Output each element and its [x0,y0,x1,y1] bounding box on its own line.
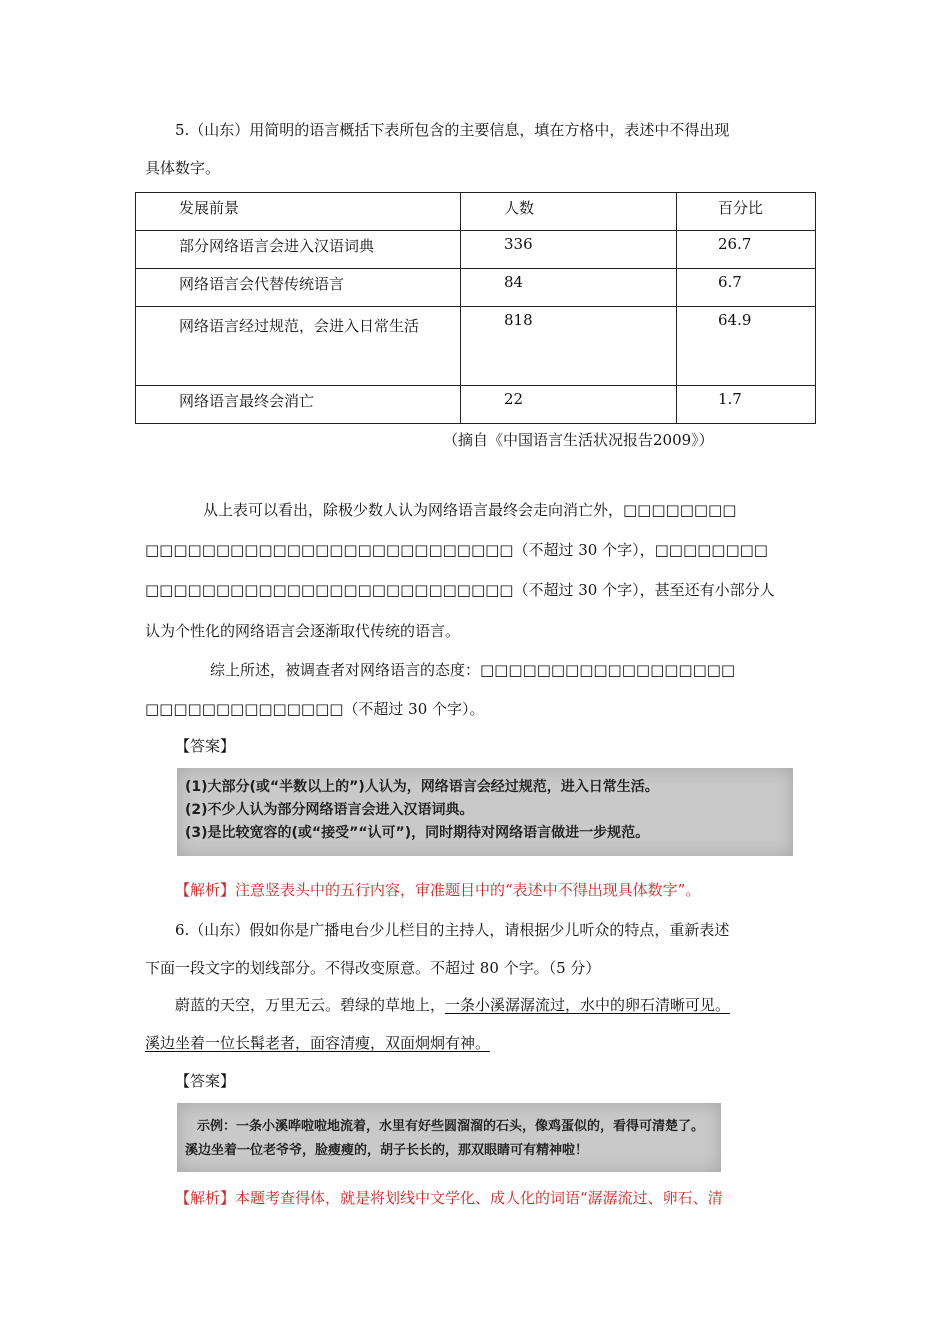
table-cell-label: 网络语言会代替传统语言 [136,269,461,307]
passage-line: □□□□□□□□□□□□□□（不超过 30 个字）。 [145,700,485,718]
answer5-line: (2)不少人认为部分网络语言会进入汉语词典。 [185,802,474,818]
q6-prompt-line2: 下面一段文字的划线部分。不得改变原意。不超过 80 个字。（5 分） [145,959,601,977]
table-source-note: （摘自《中国语言生活状况报告2009》） [443,431,714,449]
table-cell-count: 22 [461,386,677,424]
answer6-line: 溪边坐着一位老爷爷，脸瘦瘦的，胡子长长的，那双眼睛可有精神啦！ [185,1143,589,1158]
survey-table [135,192,816,424]
table-row [136,231,816,269]
table-row [136,386,816,424]
table-cell-percent: 6.7 [677,269,816,307]
answer5-scan-image [177,768,793,856]
passage-line: □□□□□□□□□□□□□□□□□□□□□□□□□□（不超过 30 个字），甚至还有小部分人 [145,581,775,599]
q6-text-underlined: 溪边坐着一位长髯老者，面容清瘦，双面炯炯有神。 [145,1034,491,1052]
passage-line: 从上表可以看出，除极少数人认为网络语言最终会走向消亡外，□□□□□□□□ [203,501,737,519]
table-cell-count: 336 [461,231,677,269]
analysis6: 【解析】本题考查得体，就是将划线中文学化、成人化的词语“潺潺流过、卵石、清 [175,1189,723,1207]
table-row [136,269,816,307]
q6-text-plain: 蔚蓝的天空，万里无云。碧绿的草地上， [175,996,446,1014]
table-row [136,307,816,386]
table-header-cell: 百分比 [677,193,816,231]
table-cell-count: 84 [461,269,677,307]
passage-line: 综上所述，被调查者对网络语言的态度：□□□□□□□□□□□□□□□□□□ [210,661,736,679]
table-cell-label-wrapped [136,307,461,386]
q5-prompt-line2: 具体数字。 [145,159,221,177]
answer5-line: (3)是比较宽容的(或“接受”“认可”)，同时期待对网络语言做进一步规范。 [185,825,650,841]
answer5-line: (1)大部分(或“半数以上的”)人认为，网络语言会经过规范，进入日常生活。 [185,779,659,795]
q5-prompt-line1: 5.（山东）用简明的语言概括下表所包含的主要信息，填在方格中，表述中不得出现 [175,121,730,139]
table-cell-percent: 64.9 [677,307,816,386]
table-cell-label: 网络语言经过规范，会进入日常生活 [179,317,420,335]
answer6-line: 示例：一条小溪哗啦啦地流着，水里有好些圆溜溜的石头，像鸡蛋似的，看得可清楚了。 [197,1119,705,1134]
table-header-cell: 发展前景 [136,193,461,231]
analysis5: 【解析】注意竖表头中的五行内容，审准题目中的“表述中不得出现具体数字”。 [175,881,701,899]
table-cell-label: 网络语言最终会消亡 [136,386,461,424]
answer-label: 【答案】 [175,737,236,755]
q6-text-underlined: 一条小溪潺潺流过，水中的卵石清晰可见。 [445,996,731,1014]
table-cell-count: 818 [461,307,677,386]
table-header-cell: 人数 [461,193,677,231]
q6-prompt-line1: 6.（山东）假如你是广播电台少儿栏目的主持人，请根据少儿听众的特点，重新表述 [175,921,730,939]
table-header-row [136,193,816,231]
answer-label: 【答案】 [175,1072,236,1090]
passage-line: 认为个性化的网络语言会逐渐取代传统的语言。 [145,622,461,640]
passage-line: □□□□□□□□□□□□□□□□□□□□□□□□□□（不超过 30 个字），□□□□□□□□ [145,541,768,559]
answer6-scan-image [177,1103,721,1172]
q6-text-line2 [145,1033,490,1053]
table-cell-percent: 26.7 [677,231,816,269]
table-cell-percent: 1.7 [677,386,816,424]
table-cell-label: 部分网络语言会进入汉语词典 [136,231,461,269]
q6-text-line1 [175,995,730,1015]
